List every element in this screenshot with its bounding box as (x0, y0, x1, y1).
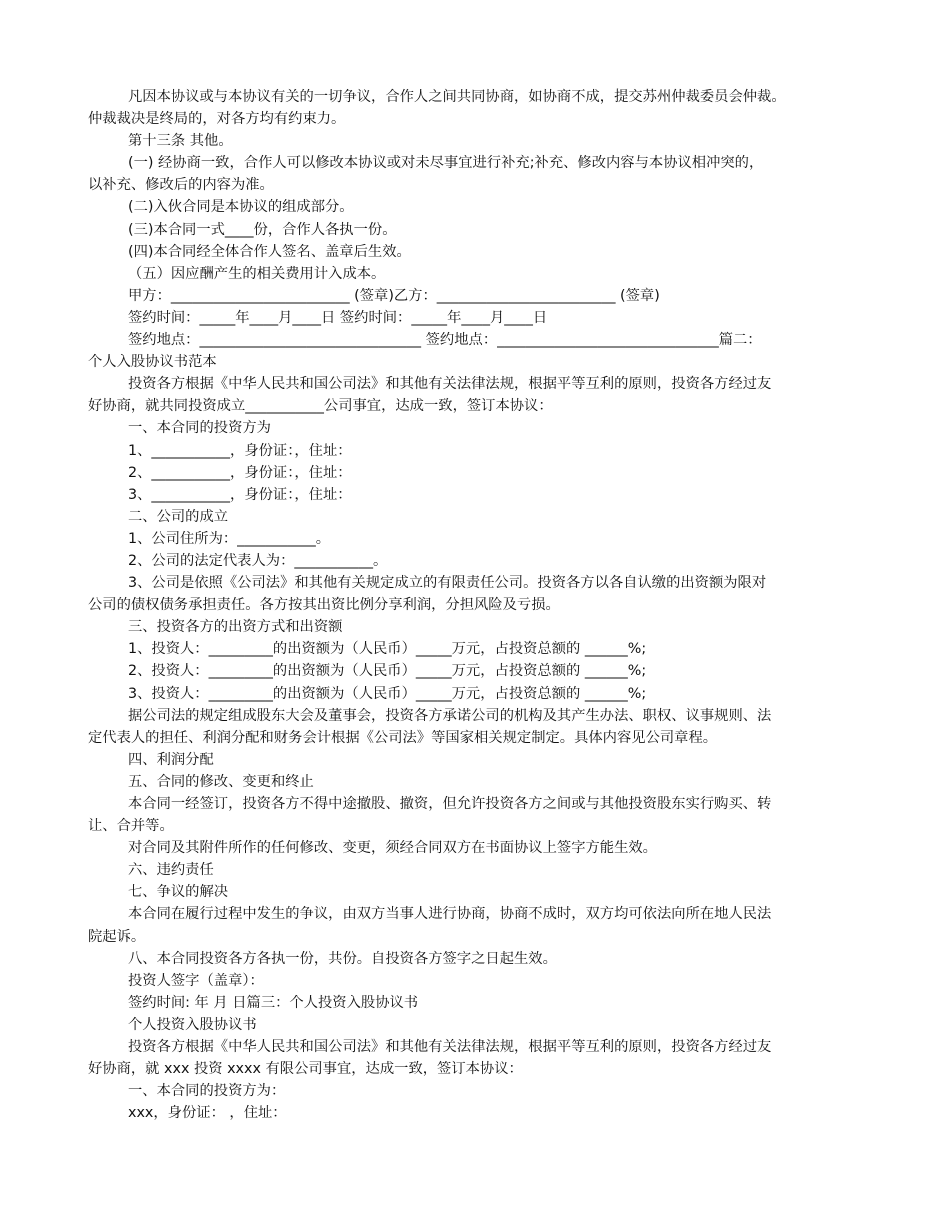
text-line: 以补充、修改后的内容为准。 (88, 177, 274, 194)
text-line: 3、投资人：_________的出资额为（人民币）_____万元，占投资总额的 ______%; (128, 685, 647, 702)
text-line: 第十三条 其他。 (128, 133, 233, 150)
text-line: 个人入股协议书范本 (88, 354, 217, 371)
text-line: 签约时间: 年 月 日篇三：个人投资入股协议书 (128, 994, 419, 1011)
text-line: 签约时间：_____年____月____日 签约时间：_____年____月____日 (128, 309, 548, 326)
text-line: 投资各方根据《中华人民共和国公司法》和其他有关法律法规，根据平等互利的原则，投资各方经过友 (128, 376, 772, 393)
text-line: (一) 经协商一致，合作人可以修改本协议或对未尽事宜进行补充;补充、修改内容与本协议相冲突的， (128, 155, 764, 172)
text-line: 七、争议的解决 (128, 884, 229, 901)
text-line: 对合同及其附件所作的任何修改、变更，须经合同双方在书面协议上签字方能生效。 (128, 840, 657, 857)
document-body (88, 86, 864, 1124)
text-line: 一、本合同的投资方为 (128, 420, 271, 437)
text-line: 定代表人的担任、利润分配和财务会计根据《公司法》等国家相关规定制定。具体内容见公司章程。 (88, 729, 718, 746)
text-line: xxx，身份证： ，住址： (128, 1105, 287, 1122)
text-line: 2、___________，身份证：，住址： (128, 464, 352, 481)
text-line: 1、公司住所为：___________。 (128, 530, 331, 547)
text-line: 1、___________，身份证：，住址： (128, 442, 352, 459)
text-line: 2、投资人：_________的出资额为（人民币）_____万元，占投资总额的 ______%; (128, 663, 647, 680)
text-line: 3、___________，身份证：，住址： (128, 486, 352, 503)
text-line: 3、公司是依照《公司法》和其他有关规定成立的有限责任公司。投资各方以各自认缴的出资额为限对 (128, 575, 767, 592)
text-line: 本合同在履行过程中发生的争议，由双方当事人进行协商，协商不成时，双方均可依法向所在地人民法 (128, 906, 772, 923)
text-line: 好协商，就共同投资成立___________公司事宜，达成一致，签订本协议： (88, 398, 553, 415)
text-line: 公司的债权债务承担责任。各方按其出资比例分享利润，分担风险及亏损。 (88, 597, 560, 614)
text-line: 六、违约责任 (128, 862, 214, 879)
text-line: 仲裁裁决是终局的，对各方均有约束力。 (88, 111, 346, 128)
text-line: 好协商，就 xxx 投资 xxxx 有限公司事宜，达成一致，签订本协议： (88, 1061, 523, 1078)
text-line: (三)本合同一式____份，合作人各执一份。 (128, 221, 397, 238)
text-line: 2、公司的法定代表人为：___________。 (128, 552, 388, 569)
text-line: 本合同一经签订，投资各方不得中途撤股、撤资，但允许投资各方之间或与其他投资股东实行购买、转 (128, 796, 772, 812)
text-line: 个人投资入股协议书 (128, 1016, 257, 1033)
text-line: 五、合同的修改、变更和终止 (128, 773, 314, 790)
text-line: 投资各方根据《中华人民共和国公司法》和其他有关法律法规，根据平等互利的原则，投资各方经过友 (128, 1039, 772, 1056)
text-line: (二)入伙合同是本协议的组成部分。 (128, 199, 354, 216)
text-line: 签约地点：_______________________________ 签约地点：_______________________________篇二： (128, 332, 762, 349)
text-line: 让、合并等。 (88, 818, 174, 835)
text-line: 四、利润分配 (128, 751, 214, 768)
text-line: 据公司法的规定组成股东大会及董事会，投资各方承诺公司的机构及其产生办法、职权、议事规则、法 (128, 707, 772, 724)
text-line: 甲方：_________________________ (签章)乙方：_________________________ (签章) (128, 287, 660, 304)
text-line: 三、投资各方的出资方式和出资额 (128, 619, 343, 636)
text-line: 凡因本协议或与本协议有关的一切争议，合作人之间共同协商，如协商不成，提交苏州仲裁委员会仲裁。 (128, 89, 786, 105)
text-line: 投资人签字（盖章）： (128, 972, 264, 989)
text-line: 八、本合同投资各方各执一份，共份。自投资各方签字之日起生效。 (128, 950, 557, 967)
text-line: 一、本合同的投资方为： (128, 1083, 286, 1100)
text-line: (四)本合同经全体合作人签名、盖章后生效。 (128, 243, 411, 260)
text-line: 1、投资人：_________的出资额为（人民币）_____万元，占投资总额的 ______%; (128, 641, 647, 658)
text-line: （五）因应酬产生的相关费用计入成本。 (128, 265, 386, 282)
text-line: 二、公司的成立 (128, 508, 229, 525)
text-line: 院起诉。 (88, 928, 146, 945)
